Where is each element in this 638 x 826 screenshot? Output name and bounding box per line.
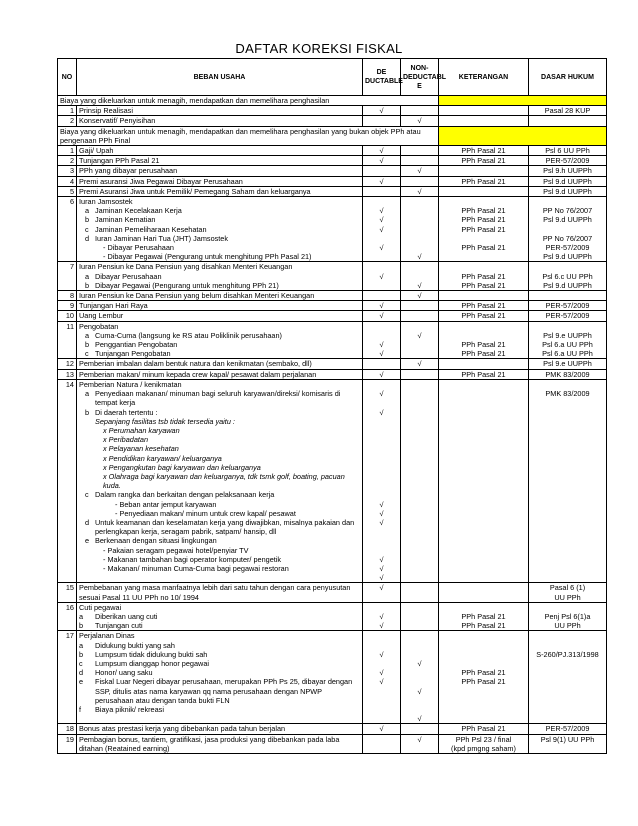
sub-item: b Di daerah tertentu : xyxy=(85,407,158,417)
table-row xyxy=(58,602,607,631)
sub-sub-item: x Pendidikan karyawan/ keluarganya xyxy=(103,453,222,463)
dasar-cell: Pasal 6 (1) UU PPh xyxy=(529,583,607,602)
row-no: 8 xyxy=(58,291,77,301)
sub-item xyxy=(79,215,360,224)
sub-text: Iuran Jaminan Hari Tua (JHT) Jamsostek xyxy=(95,233,229,243)
row-dasar: PER-57/2009 xyxy=(529,724,607,734)
row-beban xyxy=(77,379,363,582)
table-row xyxy=(58,106,607,116)
row-no: 18 xyxy=(58,724,77,734)
row-beban: Gaji/ Upah xyxy=(77,146,363,156)
table-row xyxy=(58,146,607,156)
row-dasar: Pasal 28 KUP xyxy=(529,106,607,116)
sub-letter: d xyxy=(85,233,90,243)
sub-item: b Penggantian Pengobatan xyxy=(85,340,178,350)
row-dasar: Psl 9(1) UU PPh xyxy=(529,734,607,753)
keterangan-cell: PPh Pasal 21 PPh Pasal 21 xyxy=(439,262,529,291)
row-beban-title: Pemberian Natura / kenikmatan xyxy=(79,379,182,389)
sub-item: a Dibayar Perusahaan xyxy=(85,271,162,281)
row-beban-title: Pengobatan xyxy=(79,321,119,331)
row-beban: Premi Asuransi Jiwa untuk Pemilik/ Pemegang Saham dan keluarganya xyxy=(77,186,363,196)
check-mark: √ xyxy=(363,311,401,321)
check-mark: √ xyxy=(363,301,401,311)
row-beban: Uang Lembur xyxy=(77,311,363,321)
check-mark: √ xyxy=(363,106,401,116)
table-row xyxy=(58,359,607,369)
sub-sub-item: x Peribadatan xyxy=(103,435,149,445)
check-mark: √ xyxy=(401,186,439,196)
section-title: Biaya yang dikeluarkan untuk menagih, mendapatkan dan memelihara penghasilan xyxy=(58,96,439,106)
deductable-cell: √ √ √ √ √ √ √ √ xyxy=(363,379,401,582)
row-no: 15 xyxy=(58,583,77,602)
sub-sub-item: - Makanan tambahan bagi operator komputer/ pengetik xyxy=(103,554,282,564)
sub-item: b Lumpsum tidak didukung bukti sah xyxy=(79,649,208,659)
table-row xyxy=(58,379,607,582)
row-no: 4 xyxy=(58,176,77,186)
sub-item: c Tunjangan Pengobatan xyxy=(85,349,171,359)
table-row xyxy=(58,197,607,262)
sub-letter: b xyxy=(85,215,90,225)
sub-sub-item: x Pengangkutan bagi karyawan dan keluarganya xyxy=(103,462,261,472)
row-keterangan: PPh Pasal 21 xyxy=(439,311,529,321)
sub-item: b Tunjangan cuti xyxy=(79,621,143,631)
deductable-cell: √ √ √ xyxy=(363,631,401,724)
row-dasar: Psl 6 UU PPh xyxy=(529,146,607,156)
row-beban xyxy=(77,197,363,262)
row-no: 5 xyxy=(58,186,77,196)
dasar-cell: PMK 83/2009 xyxy=(529,379,607,582)
dasar-cell: S-260/PJ.313/1998 xyxy=(529,631,607,724)
row-beban-title: Iuran Jamsostek xyxy=(79,197,133,207)
sub-sub-item: - Penyediaan makan/ minum untuk crew kapal/ pesawat xyxy=(115,508,296,518)
table-row xyxy=(58,291,607,301)
sub-item xyxy=(79,225,360,234)
header-keterangan: KETERANGAN xyxy=(439,59,529,96)
dasar-cell: Penj Psl 6(1)a UU PPh xyxy=(529,602,607,631)
table-row xyxy=(58,321,607,359)
row-no: 16 xyxy=(58,602,77,631)
sub-text: Jaminan Kematian xyxy=(95,215,156,225)
row-no: 2 xyxy=(58,116,77,126)
row-dasar: PER-57/2009 xyxy=(529,156,607,166)
sub-text: Jaminan Pemeliharaan Kesehatan xyxy=(95,224,207,234)
sub-item: c Dalam rangka dan berkaitan dengan pelaksanaan kerja xyxy=(85,490,275,500)
keterangan-cell: PPh Pasal 21 PPh Pasal 21 xyxy=(439,602,529,631)
sub-item: d Honor/ uang saku xyxy=(79,668,153,678)
sub-letter: c xyxy=(85,224,89,234)
sub-item: a Cuma-Cuma (langsung ke RS atau Poliklinik perusahaan) xyxy=(85,330,282,340)
sub-sub-item: - Dibayar Pegawai (Pengurang untuk menghitung PPh Pasal 21) xyxy=(103,252,312,262)
sub-sub-item: x Perumahan karyawan xyxy=(103,425,180,435)
sub-item xyxy=(79,234,360,243)
sub-sub-item: - Beban antar jemput karyawan xyxy=(115,499,217,509)
row-beban: Iuran Pensiun ke Dana Pensiun yang belum disahkan Menteri Keuangan xyxy=(77,291,363,301)
sub-sub-item: Sepanjang fasilitas tsb tidak tersedia yaitu : xyxy=(95,416,235,426)
row-no: 1 xyxy=(58,146,77,156)
table-row xyxy=(58,724,607,734)
non-deductable-cell: √ √ √ xyxy=(401,631,439,724)
row-keterangan: PPh Pasal 21 xyxy=(439,176,529,186)
check-mark: √ xyxy=(363,724,401,734)
section-row xyxy=(58,126,607,145)
row-beban: Pemberian makan/ minum kepada crew kapal/ pesawat dalam perjalanan xyxy=(77,369,363,379)
check-mark: √ xyxy=(401,291,439,301)
row-no: 12 xyxy=(58,359,77,369)
check-mark: √ xyxy=(363,176,401,186)
row-beban-title: Iuran Pensiun ke Dana Pensiun yang disahkan Menteri Keuangan xyxy=(79,262,293,272)
sub-sub-item: - Pakaian seragam pegawai hotel/penyiar TV xyxy=(103,545,249,555)
dasar-cell: Psl 6.c UU PPh Psl 9.d UUPPh xyxy=(529,262,607,291)
row-dasar: Psl 9.d UUPPh xyxy=(529,176,607,186)
table-row xyxy=(58,369,607,379)
sub-item: f Biaya piknik/ rekreasi xyxy=(79,705,164,714)
row-dasar: PER-57/2009 xyxy=(529,311,607,321)
section-highlight xyxy=(439,96,607,106)
deductable-cell: √ √ √ √ xyxy=(363,197,401,262)
sub-sub-item: - Makanan/ minuman Cuma-Cuma bagi pegawai restoran xyxy=(103,563,289,573)
dasar-cell: Psl 9.e UUPPh Psl 6.a UU PPh Psl 6.a UU PPh xyxy=(529,321,607,359)
row-beban: Premi asuransi Jiwa Pegawai Dibayar Perusahaan xyxy=(77,176,363,186)
non-deductable-cell: √ xyxy=(401,321,439,359)
row-no: 17 xyxy=(58,631,77,724)
check-mark: √ xyxy=(401,359,439,369)
row-no: 9 xyxy=(58,301,77,311)
row-no: 10 xyxy=(58,311,77,321)
table-row xyxy=(58,583,607,602)
row-no: 3 xyxy=(58,166,77,176)
sub-text: Jaminan Kecelakaan Kerja xyxy=(95,206,182,216)
check-mark: √ xyxy=(401,116,439,126)
row-beban: Prinsip Realisasi xyxy=(77,106,363,116)
keterangan-cell: PPh Pasal 21 PPh Pasal 21 xyxy=(439,631,529,724)
row-dasar: PMK 83/2009 xyxy=(529,369,607,379)
check-mark: √ xyxy=(363,583,401,602)
header-deductable: DE DUCTABLE xyxy=(363,59,401,96)
row-keterangan: PPh Pasal 21 xyxy=(439,724,529,734)
table-row xyxy=(58,166,607,176)
check-mark: √ xyxy=(401,166,439,176)
row-beban-title: Perjalanan Dinas xyxy=(79,631,135,641)
section-title: Biaya yang dikeluarkan untuk menagih, mendapatkan dan memelihara penghasilan yang bukan objek PPh atau pengenaan PPh Final xyxy=(58,126,439,145)
koreksi-fiskal-table xyxy=(57,58,607,754)
sub-item: e Berkenaan dengan situasi lingkungan xyxy=(85,536,217,546)
row-keterangan: PPh Pasal 21 xyxy=(439,301,529,311)
sub-item: d Untuk keamanan dan keselamatan kerja yang diwajibkan, misalnya pakaian dan perlengkapan kerja, seragam pabrik, satpam/ hansip, dll xyxy=(85,517,355,537)
table-row xyxy=(58,176,607,186)
check-mark: √ xyxy=(363,146,401,156)
table-row xyxy=(58,186,607,196)
table-row xyxy=(58,116,607,126)
row-no: 13 xyxy=(58,369,77,379)
row-no: 19 xyxy=(58,734,77,753)
keterangan-cell: PPh Pasal 21 PPh Pasal 21 xyxy=(439,321,529,359)
header-dasar-hukum: DASAR HUKUM xyxy=(529,59,607,96)
keterangan-cell: PPh Pasal 21 PPh Pasal 21 PPh Pasal 21 PPh Pasal 21 xyxy=(439,197,529,262)
row-beban: Tunjangan Hari Raya xyxy=(77,301,363,311)
section-highlight xyxy=(439,126,607,145)
check-mark: √ xyxy=(401,734,439,753)
row-dasar: Psl 9.e UUPPh xyxy=(529,359,607,369)
row-beban: PPh yang dibayar perusahaan xyxy=(77,166,363,176)
row-beban: Pembagian bonus, tantiem, gratifikasi, jasa produksi yang dibebankan pada laba ditahan (Reatained earning) xyxy=(77,734,363,753)
sub-item: c Lumpsum dianggap honor pegawai xyxy=(79,658,209,668)
row-beban: Bonus atas prestasi kerja yang dibebankan pada tahun berjalan xyxy=(77,724,363,734)
non-deductable-cell: √ xyxy=(401,262,439,291)
sub-sub-item: x Pelayanan kesehatan xyxy=(103,444,179,454)
header-non-deductable: NON- DEDUCTABL E xyxy=(401,59,439,96)
table-row xyxy=(58,311,607,321)
sub-sub-item: - Dibayar Perusahaan xyxy=(103,243,174,253)
document-title: DAFTAR KOREKSI FISKAL xyxy=(235,41,403,56)
sub-item: a Didukung bukti yang sah xyxy=(79,640,175,650)
section-row xyxy=(58,96,607,106)
row-keterangan: PPh Pasal 21 xyxy=(439,156,529,166)
table-row xyxy=(58,301,607,311)
row-dasar: Psl 9.h UUPPh xyxy=(529,166,607,176)
row-no: 7 xyxy=(58,262,77,291)
row-beban: Pemberian imbalan dalam bentuk natura dan kenikmatan (sembako, dll) xyxy=(77,359,363,369)
deductable-cell: √ √ xyxy=(363,321,401,359)
header-no: NO xyxy=(58,59,77,96)
row-no: 1 xyxy=(58,106,77,116)
table-row xyxy=(58,734,607,753)
header-row xyxy=(58,59,607,96)
row-beban xyxy=(77,631,363,724)
check-mark: √ xyxy=(363,369,401,379)
row-beban xyxy=(77,321,363,359)
row-no: 11 xyxy=(58,321,77,359)
row-no: 6 xyxy=(58,197,77,262)
check-mark: √ xyxy=(363,156,401,166)
sub-item: e Fiskal Luar Negeri dibayar perusahaan, merupakan PPh Ps 25, dibayar dengan SSP, ditulis atas nama karyawan qq nama perusahaan dengan NPWP perusahaan atau dengan tanda bukti FLN xyxy=(79,677,353,705)
row-beban: Pembebanan yang masa manfaatnya lebih dari satu tahun dengan cara penyusutan sesuai Pasal 11 UU PPh no 10/ 1994 xyxy=(77,583,363,602)
keterangan-cell: PPh Psl 23 / final (kpd pmgng saham) xyxy=(439,734,529,753)
table-row xyxy=(58,156,607,166)
sub-item: b Dibayar Pegawai (Pengurang untuk menghitung PPh 21) xyxy=(85,280,279,290)
row-keterangan: PPh Pasal 21 xyxy=(439,369,529,379)
row-beban: Tunjangan PPh Pasal 21 xyxy=(77,156,363,166)
sub-item xyxy=(79,206,360,215)
row-beban-title: Cuti pegawai xyxy=(79,602,122,612)
deductable-cell: √ √ xyxy=(363,602,401,631)
table-row xyxy=(58,631,607,724)
row-beban xyxy=(77,262,363,291)
row-beban xyxy=(77,602,363,631)
row-no: 2 xyxy=(58,156,77,166)
row-dasar: Psl 9.d UUPPh xyxy=(529,186,607,196)
deductable-cell: √ xyxy=(363,262,401,291)
row-keterangan: PPh Pasal 21 xyxy=(439,146,529,156)
sub-letter: a xyxy=(85,206,90,216)
non-deductable-cell: √ xyxy=(401,197,439,262)
sub-item: a Penyediaan makanan/ minuman bagi seluruh karyawan/direksi/ komisaris di tempat kerja xyxy=(85,389,341,408)
row-beban: Konservatif/ Penyisihan xyxy=(77,116,363,126)
row-no: 14 xyxy=(58,379,77,582)
sub-item: a Diberikan uang cuti xyxy=(79,611,158,621)
dasar-cell: PP No 76/2007 Psl 9.d UUPPh PP No 76/2007 PER-57/2009 Psl 9.d UUPPh xyxy=(529,197,607,262)
sub-sub-item: x Olahraga bagi karyawan dan keluarganya, tdk tsmk golf, boating, pacuan kuda. xyxy=(103,471,345,491)
table-row xyxy=(58,262,607,291)
row-dasar: PER-57/2009 xyxy=(529,301,607,311)
header-beban-usaha: BEBAN USAHA xyxy=(77,59,363,96)
